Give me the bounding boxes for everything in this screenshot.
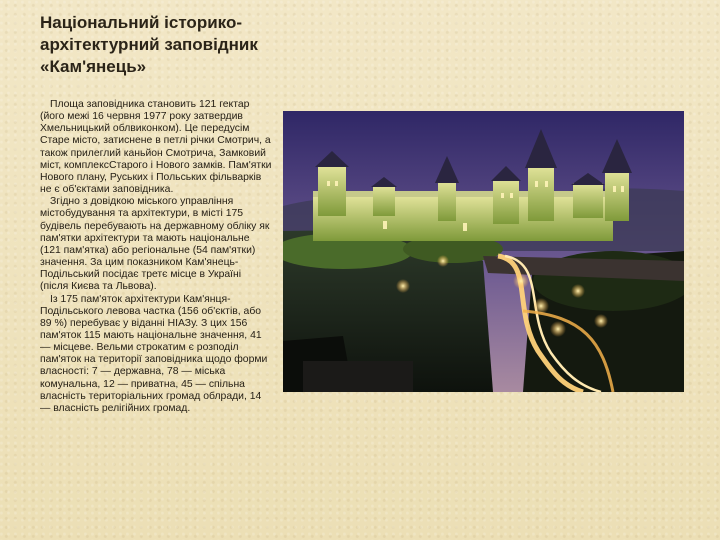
castle-night-illustration: [283, 111, 684, 392]
paragraph: Із 175 пам'яток архітектури Кам'янця-Подільського левова частка (156 об'єктів, або 89 %) перебуває у віданні НІАЗу. З цих 156 пам'яток 115 мають національне значення, 41 — місцеве. Вельми строкатим є розподіл пам'яток на території заповідника щодо форми власності: 7 — державна, 78 — міська комунальна, 12 — приватна, 45 — спільна власність територіальних громад облради, 14 — власність релігійних громад.: [40, 293, 268, 414]
paragraph: Площа заповідника становить 121 гектар (його межі 16 червня 1977 року затвердив Хмельницький облвиконком). Це передусім Старе місто, затиснене в петлі річки Смотрич, а також прилеглий каньйон Смотрича, Замковий міст, комплексСтарого і Нового замків. Пам'ятки Нового плану, Руських і Польських фільварків не є об'єктами заповідника.: [40, 99, 272, 196]
paragraph: Згідно з довідкою міського управління містобудування та архітектури, в місті 175 будівель перебувають на державному обліку як пам'ятки архітектури та мають національне (121 пам'ятка) або регіональне (54 пам'ятки) значення. За цим показником Кам'янець-Подільський посідає третє місце в Україні (після Києва та Львова).: [40, 196, 270, 293]
kamianets-castle-photo: [283, 111, 684, 392]
slide-title: Національний історико-архітектурний заповідник «Кам'янець»: [40, 13, 258, 76]
body-text: [40, 99, 272, 415]
